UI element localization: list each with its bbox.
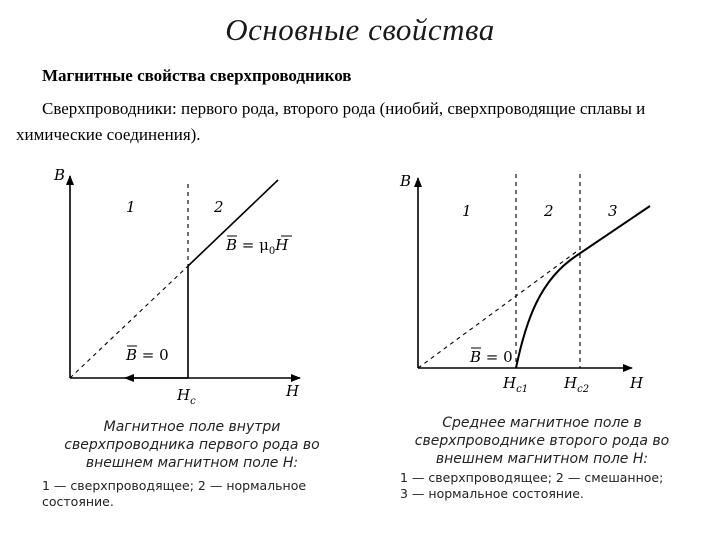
left-region-1-label: 1	[126, 198, 136, 216]
left-caption-line: внешнем магнитном поле H:	[85, 455, 299, 471]
left-x-axis-label: H	[286, 382, 300, 400]
right-legend-line: 1 — сверхпроводящее; 2 — смешанное;	[400, 470, 664, 485]
left-caption-line: Магнитное поле внутри	[103, 419, 281, 435]
right-caption-line: внешнем магнитном поле H:	[435, 451, 649, 467]
left-region-2-label: 2	[214, 198, 224, 216]
figures-diagram	[0, 160, 720, 420]
right-legend-line: 3 — нормальное состояние.	[400, 486, 584, 501]
right-caption-line: Среднее магнитное поле в	[442, 415, 642, 431]
right-region-2-label: 2	[544, 202, 554, 220]
right-caption-line: сверхпроводнике второго рода во	[414, 433, 670, 449]
slide-subtitle: Магнитные свойства сверхпроводников	[42, 66, 352, 85]
left-caption-line: сверхпроводника первого рода во	[64, 437, 320, 453]
right-mixed-state-curve	[516, 256, 576, 368]
figure-left-type1	[53, 166, 300, 407]
right-legend	[400, 470, 700, 502]
right-y-axis-label: B	[400, 172, 412, 190]
left-legend-line: состояние.	[42, 494, 114, 509]
right-caption	[392, 414, 692, 468]
left-super-equation: B = 0	[126, 346, 169, 364]
left-legend-line: 1 — сверхпроводящее; 2 — нормальное	[42, 478, 307, 493]
right-hc2-label: $H_{c2}$	[564, 374, 590, 395]
left-y-axis-label: B	[54, 166, 66, 184]
right-x-axis-label: H	[630, 374, 644, 392]
right-region-1-label: 1	[462, 202, 472, 220]
left-legend	[42, 478, 342, 510]
left-caption	[42, 418, 342, 472]
right-hc1-label: $H_{c1}$	[503, 374, 529, 395]
left-normal-equation: $B = \mu_0H$	[226, 236, 289, 257]
slide-title: Основные свойства	[225, 12, 495, 47]
figure-right-type2	[399, 172, 650, 395]
right-super-equation: B = 0	[470, 348, 513, 366]
slide-paragraph: Сверхпроводники: первого рода, второго рода (ниобий, сверхпроводящие сплавы и химические соединения).	[16, 99, 646, 144]
left-hc-label: $H_c$	[177, 386, 196, 407]
right-region-3-label: 3	[608, 202, 618, 220]
